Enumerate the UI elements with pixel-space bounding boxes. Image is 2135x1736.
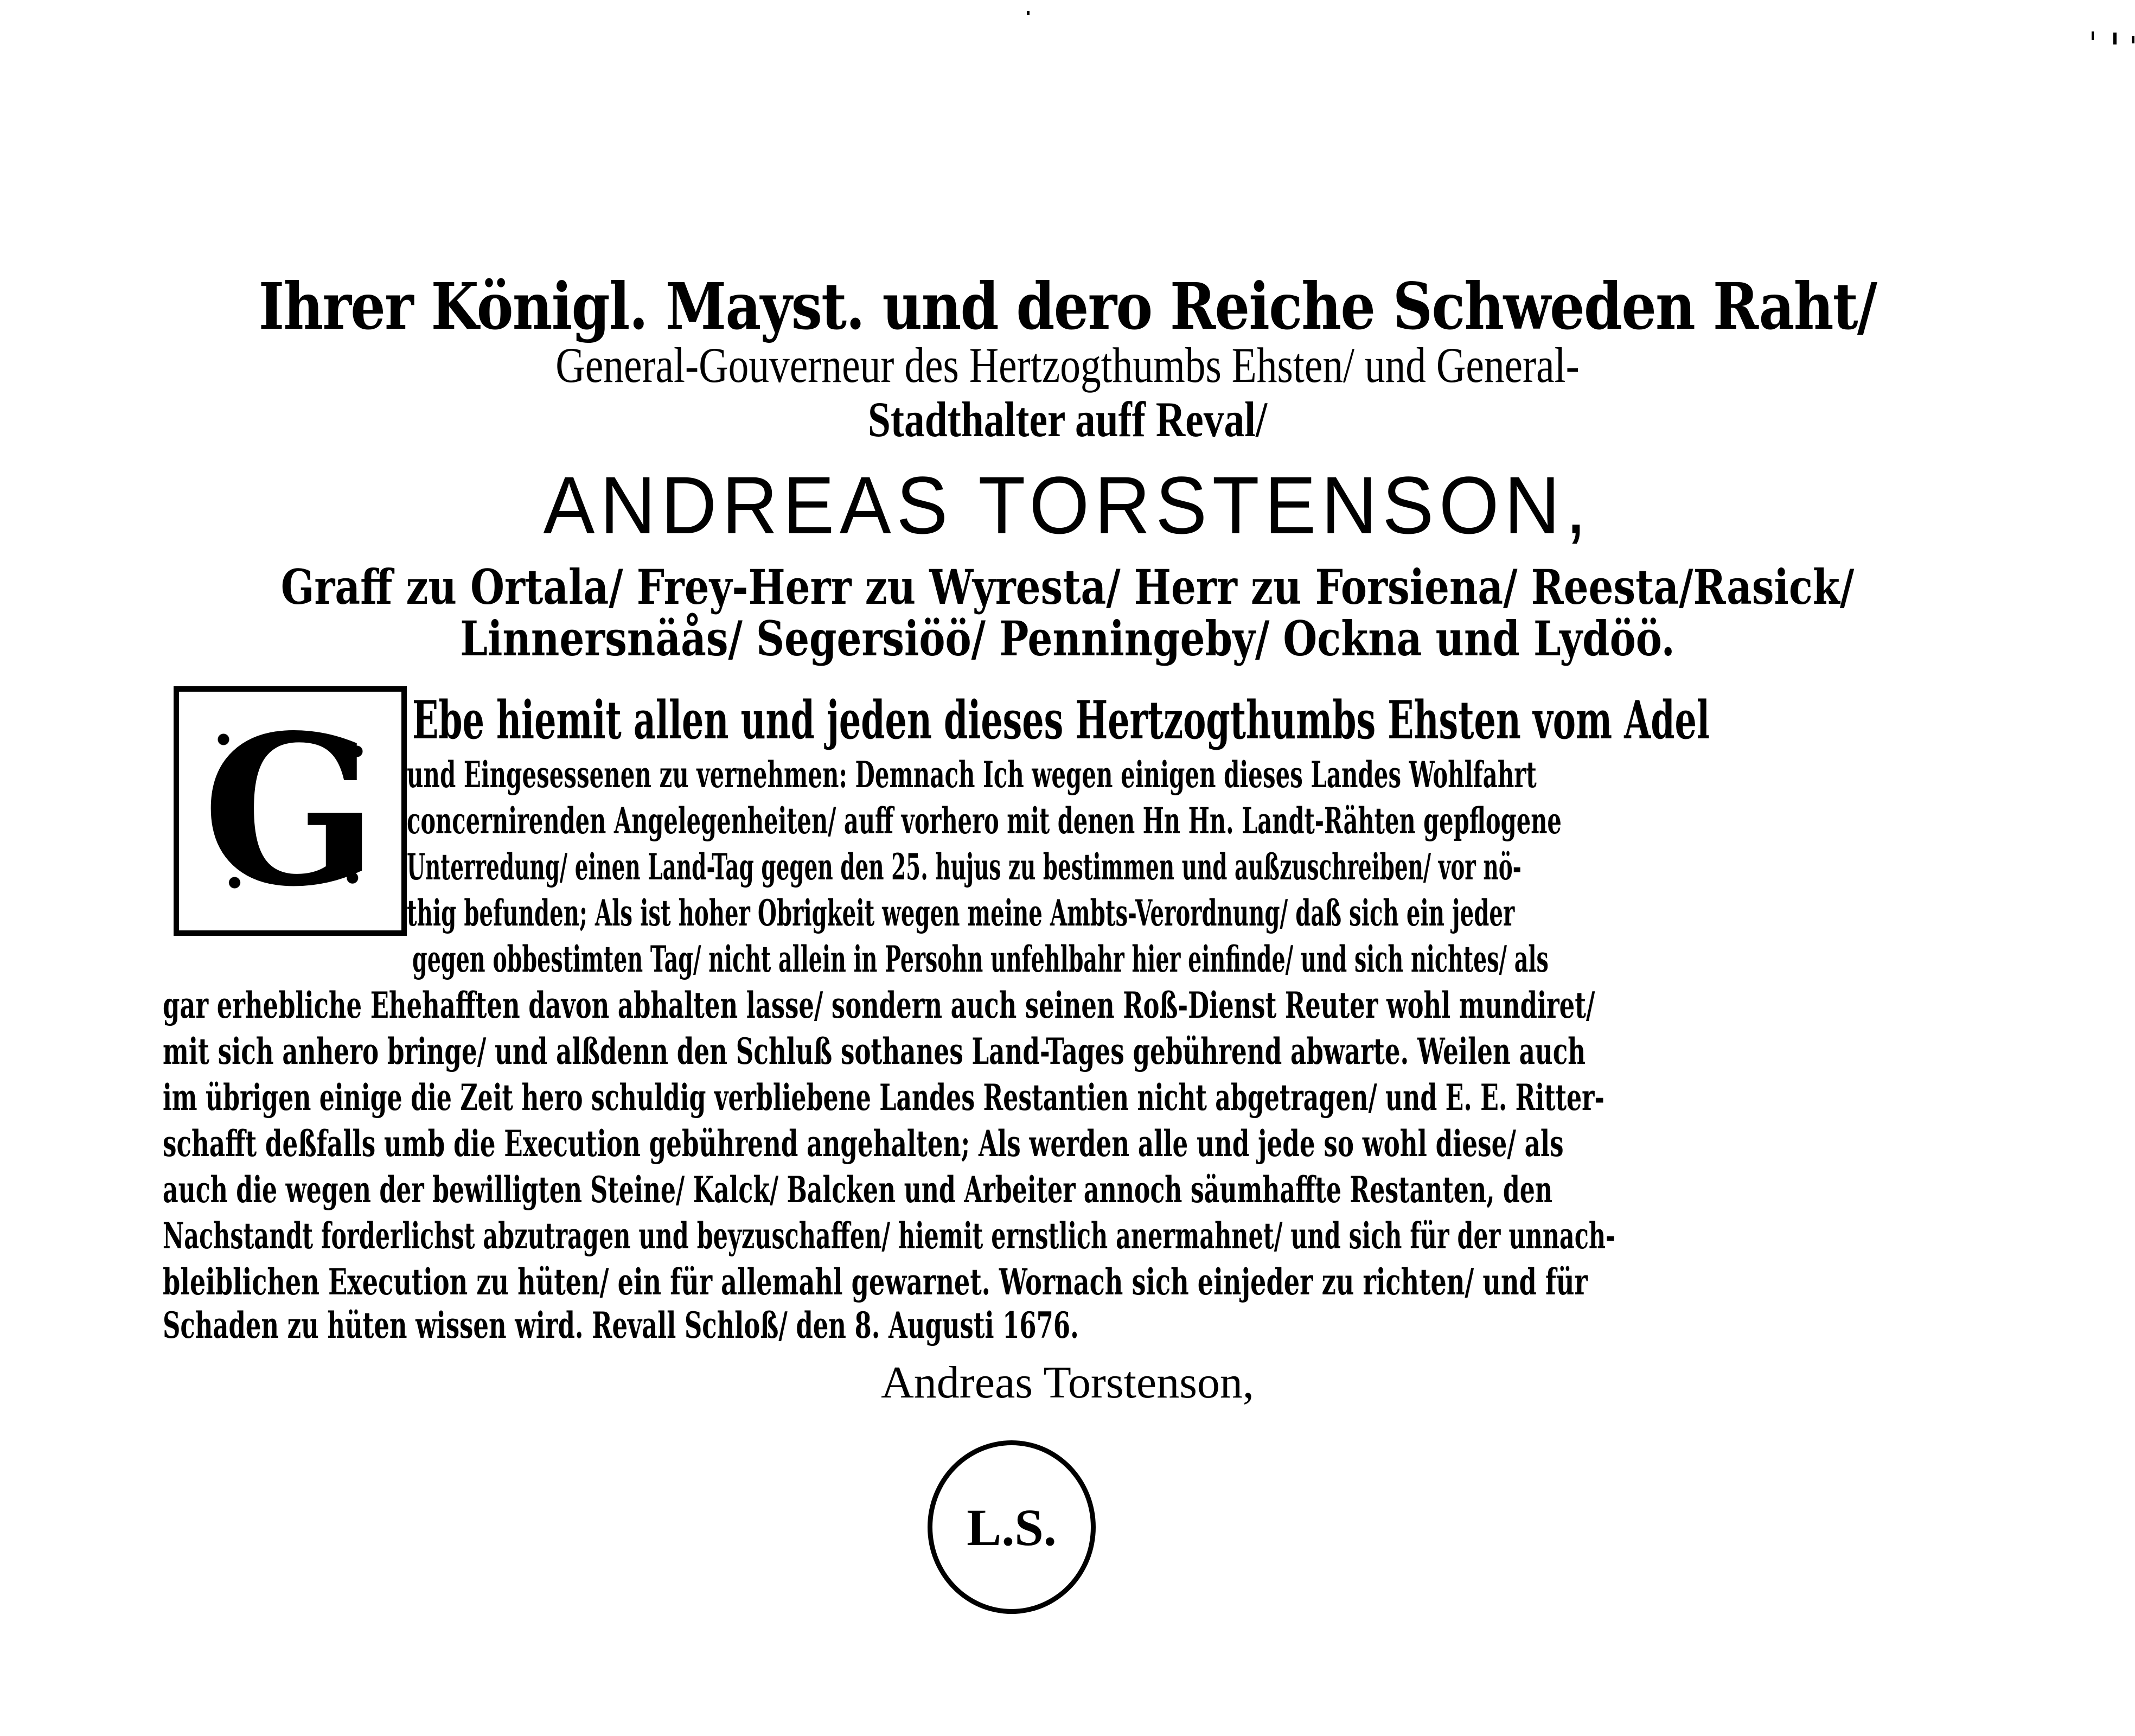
issuer-name: ANDREAS TORSTENSON, — [543, 459, 1592, 551]
heading-subtitle-line-1: General-Gouverneur des Hertzogthumbs Ehsten/ und General- — [555, 337, 1580, 393]
body-line-7: gar erhebliche Ehehafften davon abhalten lasse/ sondern auch seinen Roß-Dienst Reuter wohl mundiret/ — [163, 984, 1595, 1026]
body-line-6: gegen obbestimten Tag/ nicht allein in Persohn unfehlbahr hier einfinde/ und sich nichtes/ als — [412, 938, 1549, 980]
body-line-9: im übrigen einige die Zeit hero schuldig verbliebene Landes Restantien nicht abgetragen/ und E. E. Ritter- — [163, 1076, 1605, 1119]
scan-speck — [2092, 31, 2094, 40]
issuer-titles-line-2: Linnersnäås/ Segersiöö/ Penningeby/ Ockna und Lydöö. — [460, 610, 1675, 667]
body-line-1: Ebe hiemit allen und jeden dieses Hertzogthumbs Ehsten vom Adel — [412, 690, 1710, 751]
seal-circle — [928, 1440, 1096, 1614]
heading-title: Ihrer Königl. Mayst. und dero Reiche Schweden Raht/ — [258, 269, 1877, 344]
body-line-10: schafft deßfalls umb die Execution gebührend angehalten; Als werden alle und jede so wohl diese/ als — [163, 1122, 1564, 1165]
body-line-4: Unterredung/ einen Land-Tag gegen den 25. hujus zu bestimmen und außzuschreiben/ vor nö- — [407, 846, 1522, 888]
body-line-14: Schaden zu hüten wissen wird. Revall Schloß/ den 8. Augusti 1676. — [163, 1304, 1079, 1346]
seal-text: L.S. — [967, 1498, 1057, 1556]
issuer-titles-line-1: Graff zu Ortala/ Frey-Herr zu Wyresta/ Herr zu Forsiena/ Reesta/Rasick/ — [280, 559, 1855, 615]
body-line-11: auch die wegen der bewilligten Steine/ Kalck/ Balcken und Arbeiter annoch säumhaffte Restanten, den — [163, 1169, 1553, 1211]
scan-speck — [2132, 36, 2134, 43]
body-line-5: thig befunden; Als ist hoher Obrigkeit wegen meine Ambts-Verordnung/ daß sich ein jeder — [407, 892, 1515, 934]
drop-cap-letter: G — [202, 690, 379, 932]
signature: Andreas Torstenson, — [881, 1357, 1254, 1408]
body-line-2: und Eingesessenen zu vernehmen: Demnach Ich wegen einigen dieses Landes Wohlfahrt — [407, 754, 1537, 796]
scan-speck — [1027, 11, 1030, 15]
body-line-13: bleiblichen Execution zu hüten/ ein für allemahl gewarnet. Wornach sich einjeder zu richten/ und für — [163, 1261, 1588, 1303]
scan-speck — [2113, 33, 2117, 44]
ornate-drop-cap — [174, 686, 407, 936]
body-line-8: mit sich anhero bringe/ und alßdenn den Schluß sothanes Land-Tages gebührend abwarte. Weilen auch — [163, 1030, 1586, 1073]
heading-subtitle-line-2: Stadthalter auff Reval/ — [867, 392, 1268, 447]
body-line-12: Nachstandt forderlichst abzutragen und beyzuschaffen/ hiemit ernstlich anermahnet/ und sich für der unnach- — [163, 1215, 1615, 1257]
body-line-3: concernirenden Angelegenheiten/ auff vorhero mit denen Hn Hn. Landt-Rähten gepflogene — [407, 800, 1562, 842]
